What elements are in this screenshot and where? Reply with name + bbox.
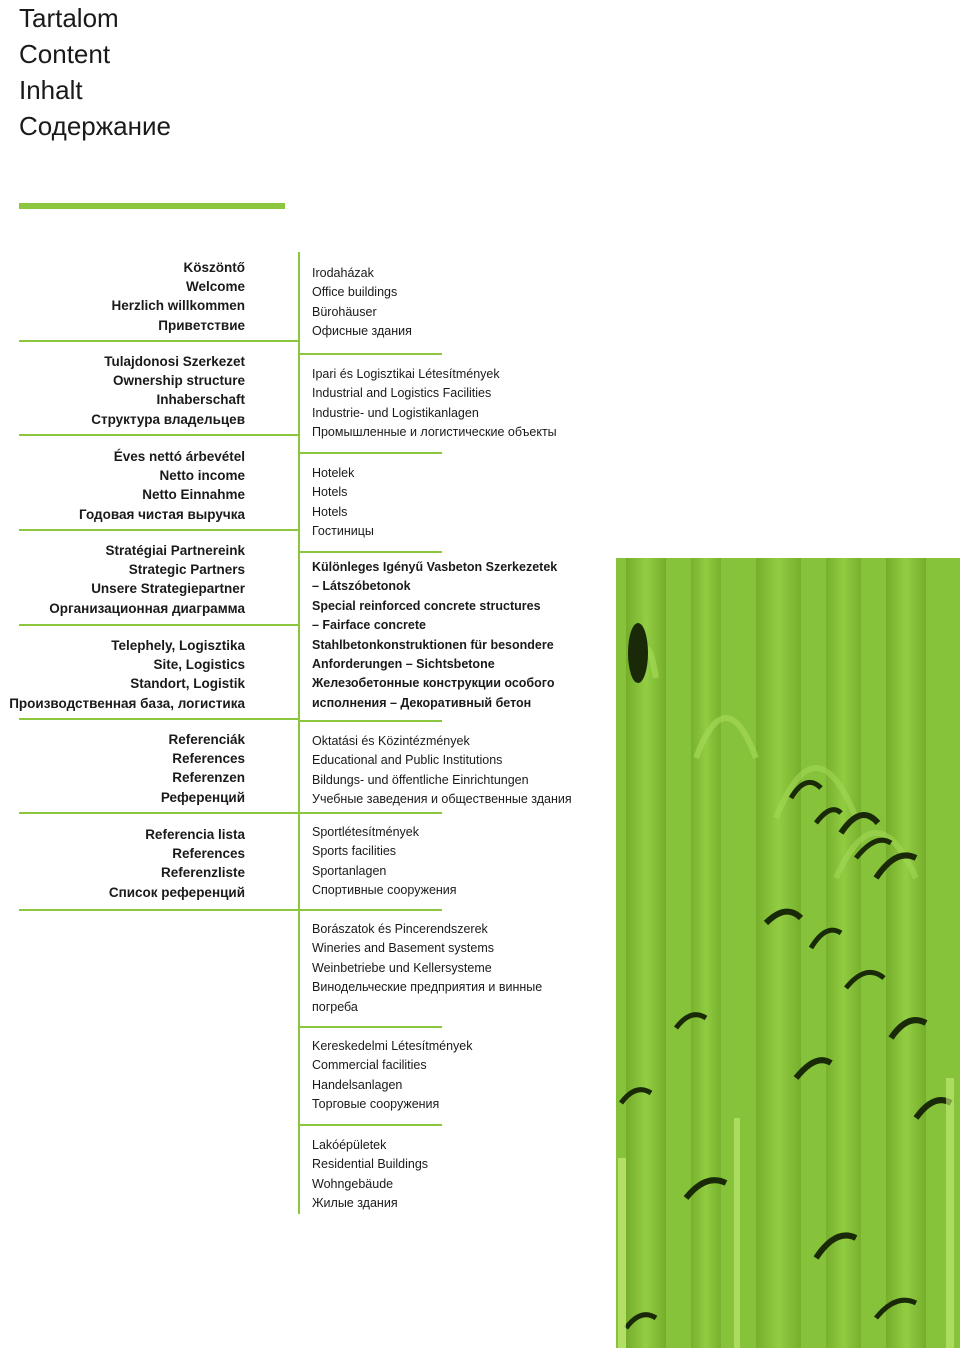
title-underline-bar xyxy=(19,203,285,209)
right-section-line: Handelsanlagen xyxy=(312,1077,403,1092)
left-section-4 xyxy=(0,636,245,713)
right-section-line: Irodaházak xyxy=(312,266,374,280)
left-divider xyxy=(19,718,300,720)
right-section-line: Винодельческие предприятия и винные xyxy=(312,980,543,995)
left-section-5 xyxy=(0,730,245,807)
reeds-illustration-icon xyxy=(616,558,960,1348)
right-section-line: Ipari és Logisztikai Létesítmények xyxy=(312,367,500,381)
right-section-line: Residential Buildings xyxy=(312,1157,429,1172)
left-section-line: Standort, Logistik xyxy=(130,676,245,692)
right-section-line: Wineries and Basement systems xyxy=(312,941,495,956)
right-section-line: Hotels xyxy=(312,485,348,500)
title-line-en: Content xyxy=(19,39,111,69)
right-section-line: Educational and Public Institutions xyxy=(312,753,503,768)
left-divider xyxy=(19,529,300,531)
right-section-0 xyxy=(312,264,412,342)
left-section-line: Привeтствие xyxy=(158,317,245,333)
left-section-line: Производственная база, логистика xyxy=(9,695,245,711)
right-section-line: Anforderungen – Sichtsbetone xyxy=(312,657,495,672)
right-section-line: Торговые сооружения xyxy=(312,1097,440,1112)
right-section-7 xyxy=(312,1037,473,1115)
right-section-line: Különleges Igényű Vasbeton Szerkezetek xyxy=(312,560,558,574)
right-divider xyxy=(298,551,442,553)
left-divider xyxy=(19,434,300,436)
left-section-line: Ownership structure xyxy=(112,373,245,389)
left-section-0 xyxy=(0,258,245,335)
right-divider xyxy=(298,353,442,355)
left-section-line: Структура владельцев xyxy=(91,411,245,427)
right-section-line: Железобетонные конструкции особого xyxy=(312,676,555,691)
left-section-line: Inhaberschaft xyxy=(156,392,245,408)
title-line-de: Inhalt xyxy=(19,75,83,105)
left-section-2 xyxy=(0,447,245,524)
left-section-3 xyxy=(0,541,245,618)
left-divider xyxy=(19,624,300,626)
right-section-line: Sportanlagen xyxy=(312,863,387,878)
right-section-line: Bürohäuser xyxy=(312,304,377,319)
right-section-line: Hotels xyxy=(312,504,348,519)
right-section-2 xyxy=(312,464,374,542)
right-section-8 xyxy=(312,1136,428,1214)
left-section-line: References xyxy=(172,751,245,767)
left-section-line: Referenciák xyxy=(168,732,245,747)
right-section-line: Офисные здания xyxy=(312,324,412,339)
right-section-line: – Fairface concrete xyxy=(312,618,426,633)
left-divider xyxy=(19,812,300,814)
title-line-ru: Содержание xyxy=(19,111,171,141)
right-divider xyxy=(298,1026,442,1028)
green-reeds-photo xyxy=(616,558,960,1348)
right-section-line: погреба xyxy=(312,999,358,1014)
left-section-line: Strategic Partners xyxy=(128,562,245,578)
right-section-line: Hotelek xyxy=(312,466,355,480)
right-section-line: Жилые здания xyxy=(312,1196,398,1211)
right-section-line: – Látszóbetonok xyxy=(312,579,411,594)
right-section-line: Sportlétesítmények xyxy=(312,825,419,839)
left-section-line: Referenzen xyxy=(172,770,245,786)
right-divider xyxy=(298,812,442,814)
right-section-line: Industrie- und Logistikanlagen xyxy=(312,405,479,420)
right-divider xyxy=(298,1124,442,1126)
left-section-line: References xyxy=(172,846,245,862)
right-section-line: Special reinforced concrete structures xyxy=(312,598,541,613)
right-section-line: Oktatási és Közintézmények xyxy=(312,734,470,748)
left-section-line: Unsere Strategiepartner xyxy=(91,581,245,597)
page-title xyxy=(19,0,171,144)
right-section-line: Wohngebäude xyxy=(312,1176,394,1191)
left-section-line: Stratégiai Partnereink xyxy=(105,543,245,558)
right-section-line: Гостиницы xyxy=(312,524,374,539)
right-section-line: Kereskedelmi Létesítmények xyxy=(312,1039,473,1053)
right-section-line: Промышленные и логистические объекты xyxy=(312,425,557,440)
right-section-5 xyxy=(312,823,457,901)
right-section-line: исполнения – Декоративный бетон xyxy=(312,695,532,710)
left-section-line: Telephely, Logisztika xyxy=(111,638,245,653)
left-section-line: Köszöntő xyxy=(183,260,245,275)
left-divider xyxy=(19,909,300,911)
right-section-line: Office buildings xyxy=(312,285,398,300)
right-section-line: Sports facilities xyxy=(312,844,397,859)
right-section-line: Lakóépületek xyxy=(312,1138,387,1152)
left-section-line: Netto Einnahme xyxy=(142,487,245,503)
right-section-1 xyxy=(312,365,557,443)
right-section-4 xyxy=(312,732,572,810)
right-section-line: Bildungs- und öffentliche Einrichtungen xyxy=(312,772,529,787)
right-section-line: Спортивные сооружения xyxy=(312,883,457,898)
right-divider xyxy=(298,720,442,722)
left-section-line: Референций xyxy=(160,789,245,805)
right-section-line: Stahlbetonkonstruktionen für besondere xyxy=(312,637,554,652)
title-line-hu: Tartalom xyxy=(19,3,119,33)
left-section-line: Организационная диаграмма xyxy=(49,600,245,616)
left-section-line: Годовая чистая выручка xyxy=(78,506,245,522)
right-section-line: Weinbetriebe und Kellersysteme xyxy=(312,960,492,975)
left-section-line: Herzlich willkommen xyxy=(111,298,245,314)
left-section-line: Site, Logistics xyxy=(153,657,245,673)
left-section-line: Netto income xyxy=(159,468,245,484)
right-section-line: Учебные заведения и общественные здания xyxy=(312,792,572,807)
left-section-1 xyxy=(0,352,245,429)
right-divider xyxy=(298,452,442,454)
right-section-6 xyxy=(312,920,542,1017)
right-vertical-rule xyxy=(298,252,300,1214)
left-section-line: Referenzliste xyxy=(160,865,245,881)
left-section-line: Welcome xyxy=(185,279,245,295)
right-divider xyxy=(298,909,442,911)
right-section-3 xyxy=(312,558,557,713)
right-section-line: Commercial facilities xyxy=(312,1058,427,1073)
left-section-6 xyxy=(0,825,245,902)
left-section-line: Список референций xyxy=(108,884,245,900)
right-section-line: Industrial and Logistics Facilities xyxy=(312,386,492,401)
right-section-line: Borászatok és Pincerendszerek xyxy=(312,922,488,936)
left-section-line: Éves nettó árbevétel xyxy=(113,449,245,464)
left-divider xyxy=(19,340,300,342)
left-section-line: Referencia lista xyxy=(145,827,245,842)
left-section-line: Tulajdonosi Szerkezet xyxy=(104,354,245,369)
